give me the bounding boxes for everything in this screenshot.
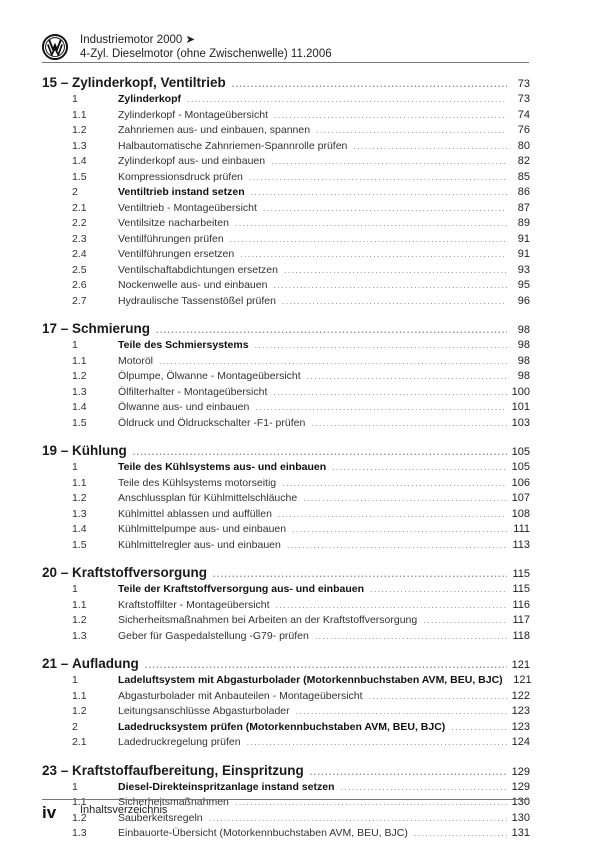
chapter-page: 121 (511, 659, 530, 671)
section-page: 124 (511, 736, 530, 748)
toc-section-entry[interactable] (42, 92, 530, 108)
dot-leader (255, 400, 507, 416)
toc-section-entry[interactable] (42, 247, 530, 263)
dot-leader (251, 185, 507, 201)
section-title: Teile des Kühlsystems motorseitig (118, 476, 277, 489)
section-title: Kühlmittelpumpe aus- und einbauen (118, 523, 287, 535)
section-page: 95 (517, 279, 530, 291)
section-number: 2.1 (72, 736, 87, 748)
chapter-page: 98 (517, 324, 530, 336)
page-number: iv (42, 803, 57, 822)
toc-section-entry[interactable] (42, 689, 530, 705)
toc-section-entry[interactable] (42, 673, 530, 689)
section-title: Zahnriemen aus- und einbauen, spannen (118, 124, 311, 136)
toc-section-entry[interactable] (42, 369, 530, 385)
dot-leader (273, 278, 507, 294)
section-number: 1.5 (72, 538, 87, 551)
header-divider (42, 62, 529, 63)
dot-leader (156, 321, 507, 339)
dot-leader (296, 704, 507, 720)
section-page: 105 (511, 461, 530, 473)
dot-leader (369, 689, 507, 705)
footer-label: Inhaltsverzeichnis (80, 804, 168, 816)
section-page: 98 (517, 370, 530, 382)
toc-section-entry[interactable] (42, 522, 530, 538)
section-number: 2.1 (72, 201, 87, 214)
toc-section-entry[interactable] (42, 400, 530, 416)
chapter-gap (42, 553, 530, 562)
section-number: 2 (72, 186, 78, 198)
chapter-number: 15 – (42, 75, 69, 90)
toc-section-entry[interactable] (42, 538, 530, 554)
section-page: 113 (512, 538, 530, 551)
section-number: 2 (72, 720, 78, 733)
section-number: 2.3 (72, 232, 87, 245)
dot-leader (423, 613, 507, 629)
section-number: 1.1 (72, 108, 87, 121)
section-title: Teile des Schmiersystems (118, 339, 249, 351)
document-title: Industriemotor 2000 ➤ (80, 34, 196, 46)
section-page: 85 (517, 170, 530, 183)
chapter-title: Schmierung (72, 321, 151, 336)
section-number: 1.1 (72, 476, 87, 489)
toc-section-entry[interactable] (42, 735, 530, 751)
section-title: Kompressionsdruck prüfen (118, 170, 243, 183)
section-page: 121 (513, 674, 532, 686)
section-page: 100 (511, 385, 530, 398)
section-page: 116 (512, 598, 530, 611)
section-page: 73 (517, 93, 530, 105)
section-number: 1.2 (72, 614, 87, 626)
dot-leader (276, 598, 507, 614)
section-number: 1 (72, 93, 78, 105)
dot-leader (232, 75, 507, 93)
section-page: 98 (517, 354, 530, 367)
section-page: 123 (511, 720, 530, 733)
dot-leader (255, 338, 507, 354)
toc-section-entry[interactable] (42, 139, 530, 155)
dot-leader (451, 720, 507, 736)
toc-section-entry[interactable] (42, 491, 530, 507)
section-title: Ventilschaftabdichtungen ersetzen (118, 263, 278, 276)
dot-leader (340, 780, 507, 796)
toc-section-entry[interactable] (42, 416, 530, 432)
section-title: Geber für Gaspedalstellung -G79- prüfen (118, 629, 309, 642)
dot-leader (316, 123, 507, 139)
toc-section-entry[interactable] (42, 582, 530, 598)
section-title: Anschlussplan für Kühlmittelschläuche (118, 492, 298, 504)
section-title: Kühlmittelregler aus- und einbauen (118, 538, 281, 551)
section-title: Ladedruckregelung prüfen (118, 736, 241, 748)
chapter-gap (42, 751, 530, 760)
toc-chapter-entry[interactable] (42, 442, 530, 460)
dot-leader (287, 538, 507, 554)
dot-leader (159, 354, 507, 370)
dot-leader (240, 247, 507, 263)
section-title: Nockenwelle aus- und einbauen (118, 279, 268, 291)
dot-leader (303, 491, 507, 507)
section-page: 86 (517, 186, 530, 198)
section-title: Einbauorte-Übersicht (Motorkennbuchstaben AVM, BEU, BJC) (118, 827, 408, 839)
toc-section-entry[interactable] (42, 826, 530, 842)
section-page: 103 (511, 416, 530, 429)
chapter-gap (42, 431, 530, 440)
dot-leader (414, 826, 507, 842)
section-title: Teile des Kühlsystems aus- und einbauen (118, 461, 327, 473)
section-page: 122 (511, 689, 530, 702)
dot-leader (145, 656, 507, 674)
chapter-page: 129 (511, 765, 530, 778)
section-title: Kühlmittel ablassen und auffüllen (118, 507, 272, 520)
section-number: 1.1 (72, 796, 87, 808)
toc-section-entry[interactable] (42, 123, 530, 139)
section-title: Sicherheitsmaßnahmen (118, 796, 229, 808)
section-page: 129 (511, 780, 530, 793)
section-title: Zylinderkopf aus- und einbauen (118, 155, 266, 167)
chapter-page: 115 (512, 568, 530, 580)
chapter-gap (42, 309, 530, 318)
section-page: 115 (512, 583, 530, 595)
section-title: Diesel-Direkteinspritzanlage instand setzen (118, 780, 335, 793)
section-number: 1.5 (72, 170, 87, 183)
chapter-title: Kraftstoffversorgung (72, 565, 208, 580)
section-page: 76 (517, 124, 530, 136)
section-number: 1.1 (72, 689, 87, 702)
chapter-number: 20 – (42, 565, 69, 580)
section-number: 1.2 (72, 705, 87, 717)
section-number: 1.2 (72, 370, 87, 382)
toc-section-entry[interactable] (42, 780, 530, 796)
section-title: Halbautomatische Zahnriemen-Spannrolle prüfen (118, 139, 348, 152)
dot-leader (278, 507, 507, 523)
section-number: 1.4 (72, 155, 87, 167)
toc-section-entry[interactable] (42, 201, 530, 217)
dot-leader (311, 416, 507, 432)
toc-section-entry[interactable] (42, 476, 530, 492)
dot-leader (273, 385, 507, 401)
toc-section-entry[interactable] (42, 232, 530, 248)
dot-leader (284, 263, 507, 279)
section-number: 1.3 (72, 507, 87, 520)
chapter-title: Aufladung (72, 656, 139, 671)
toc-section-entry[interactable] (42, 507, 530, 523)
section-title: Ventilführungen ersetzen (118, 248, 235, 260)
section-page: 82 (517, 155, 530, 167)
section-number: 1.4 (72, 401, 87, 413)
section-title: Zylinderkopf - Montageübersicht (118, 108, 268, 121)
table-of-contents (42, 72, 530, 842)
page-header (42, 33, 530, 63)
section-title: Abgasturbolader mit Anbauteilen - Montageübersicht (118, 689, 363, 702)
dot-leader (247, 735, 507, 751)
section-page: 101 (511, 401, 530, 413)
toc-section-entry[interactable] (42, 185, 530, 201)
toc-chapter-entry[interactable] (42, 74, 530, 92)
dot-leader (332, 460, 507, 476)
section-title: Ventiltrieb - Montageübersicht (118, 201, 257, 214)
section-number: 1.2 (72, 811, 87, 824)
section-page: 74 (517, 108, 530, 121)
section-page: 130 (511, 811, 530, 824)
toc-section-entry[interactable] (42, 629, 530, 645)
section-page: 130 (511, 796, 530, 808)
section-page: 87 (517, 201, 530, 214)
toc-section-entry[interactable] (42, 338, 530, 354)
dot-leader (235, 795, 507, 811)
toc-section-entry[interactable] (42, 720, 530, 736)
chapter-number: 21 – (42, 656, 69, 671)
section-title: Ölfilterhalter - Montageübersicht (118, 385, 268, 398)
section-number: 2.2 (72, 217, 87, 229)
section-title: Hydraulische Tassenstößel prüfen (118, 294, 276, 307)
section-page: 123 (511, 705, 530, 717)
chapter-title: Zylinderkopf, Ventiltrieb (72, 75, 226, 90)
toc-section-entry[interactable] (42, 613, 530, 629)
section-page: 117 (512, 614, 530, 626)
section-title: Ventiltrieb instand setzen (118, 186, 245, 198)
vw-logo-icon (42, 34, 68, 60)
section-page: 91 (517, 248, 530, 260)
toc-section-entry[interactable] (42, 108, 530, 124)
section-page: 96 (517, 294, 530, 307)
section-page: 93 (517, 263, 530, 276)
section-title: Zylinderkopf (118, 93, 182, 105)
dot-leader (282, 294, 507, 310)
toc-section-entry[interactable] (42, 598, 530, 614)
document-subtitle: 4-Zyl. Dieselmotor (ohne Zwischenwelle) 11.2006 (80, 48, 332, 60)
toc-chapter-entry[interactable] (42, 655, 530, 673)
section-number: 1 (72, 674, 78, 686)
toc-chapter-entry[interactable] (42, 564, 530, 582)
toc-section-entry[interactable] (42, 704, 530, 720)
footer-divider (42, 799, 529, 800)
toc-section-entry[interactable] (42, 263, 530, 279)
toc-section-entry[interactable] (42, 354, 530, 370)
chapter-number: 17 – (42, 321, 69, 336)
section-page: 89 (517, 217, 530, 229)
dot-leader (315, 629, 507, 645)
dot-leader (370, 582, 507, 598)
dot-leader (353, 139, 507, 155)
section-number: 1.3 (72, 629, 87, 642)
dot-leader (230, 232, 507, 248)
chapter-number: 23 – (42, 762, 69, 778)
section-number: 1.1 (72, 354, 87, 367)
toc-section-entry[interactable] (42, 294, 530, 310)
toc-section-entry[interactable] (42, 170, 530, 186)
toc-chapter-entry[interactable] (42, 762, 530, 780)
section-title: Motoröl (118, 354, 154, 367)
section-page: 118 (512, 629, 530, 642)
section-page: 107 (511, 492, 530, 504)
section-page: 131 (511, 827, 530, 839)
dot-leader (274, 108, 507, 124)
chapter-page: 73 (517, 78, 530, 90)
section-number: 1.2 (72, 492, 87, 504)
section-number: 1.1 (72, 598, 87, 611)
dot-leader (292, 522, 507, 538)
section-title: Ölwanne aus- und einbauen (118, 401, 250, 413)
section-title: Sauberkeitsregeln (118, 811, 203, 824)
section-page: 91 (517, 232, 530, 245)
section-title: Leitungsanschlüsse Abgasturbolader (118, 705, 290, 717)
section-title: Ladeluftsystem mit Abgasturbolader (Motorkennbuchstaben AVM, BEU, BJC) (118, 674, 503, 686)
section-page: 111 (513, 523, 530, 535)
dot-leader (235, 216, 507, 232)
dot-leader (310, 763, 507, 781)
toc-section-entry[interactable] (42, 216, 530, 232)
section-number: 1 (72, 780, 78, 793)
chapter-title: Kraftstoffaufbereitung, Einspritzung (72, 762, 304, 778)
dot-leader (271, 154, 507, 170)
chapter-number: 19 – (42, 443, 69, 458)
section-number: 1.3 (72, 827, 87, 839)
section-page: 80 (517, 139, 530, 152)
section-title: Teile der Kraftstoffversorgung aus- und einbauen (118, 583, 365, 595)
chapter-title: Kühlung (72, 443, 127, 458)
toc-section-entry[interactable] (42, 385, 530, 401)
section-title: Ventilsitze nacharbeiten (118, 217, 229, 229)
section-title: Ladedrucksystem prüfen (Motorkennbuchstaben AVM, BEU, BJC) (118, 720, 446, 733)
dot-leader (282, 476, 507, 492)
section-number: 1 (72, 583, 78, 595)
toc-chapter-entry[interactable] (42, 320, 530, 338)
dot-leader (209, 811, 507, 827)
section-number: 1.3 (72, 385, 87, 398)
section-number: 2.6 (72, 279, 87, 291)
section-number: 2.5 (72, 263, 87, 276)
section-page: 98 (517, 339, 530, 351)
section-title: Öldruck und Öldruckschalter -F1- prüfen (118, 416, 306, 429)
chapter-page: 105 (511, 446, 530, 458)
dot-leader (213, 565, 507, 583)
section-number: 1.2 (72, 124, 87, 136)
section-page: 106 (511, 476, 530, 489)
section-number: 1.4 (72, 523, 87, 535)
dot-leader (133, 443, 507, 461)
section-title: Kraftstoffilter - Montageübersicht (118, 598, 270, 611)
dot-leader (263, 201, 507, 217)
toc-section-entry[interactable] (42, 278, 530, 294)
section-number: 1 (72, 461, 78, 473)
section-number: 1.3 (72, 139, 87, 152)
section-number: 1 (72, 339, 78, 351)
section-number: 2.4 (72, 248, 87, 260)
dot-leader (187, 92, 507, 108)
chapter-gap (42, 644, 530, 653)
section-title: Sicherheitsmaßnahmen bei Arbeiten an der Kraftstoffversorgung (118, 614, 418, 626)
section-page: 108 (511, 507, 530, 520)
toc-section-entry[interactable] (42, 460, 530, 476)
section-title: Ventilführungen prüfen (118, 232, 224, 245)
dot-leader (307, 369, 507, 385)
section-number: 2.7 (72, 294, 87, 307)
toc-section-entry[interactable] (42, 154, 530, 170)
dot-leader (249, 170, 507, 186)
section-title: Ölpumpe, Ölwanne - Montageübersicht (118, 370, 301, 382)
section-number: 1.5 (72, 416, 87, 429)
